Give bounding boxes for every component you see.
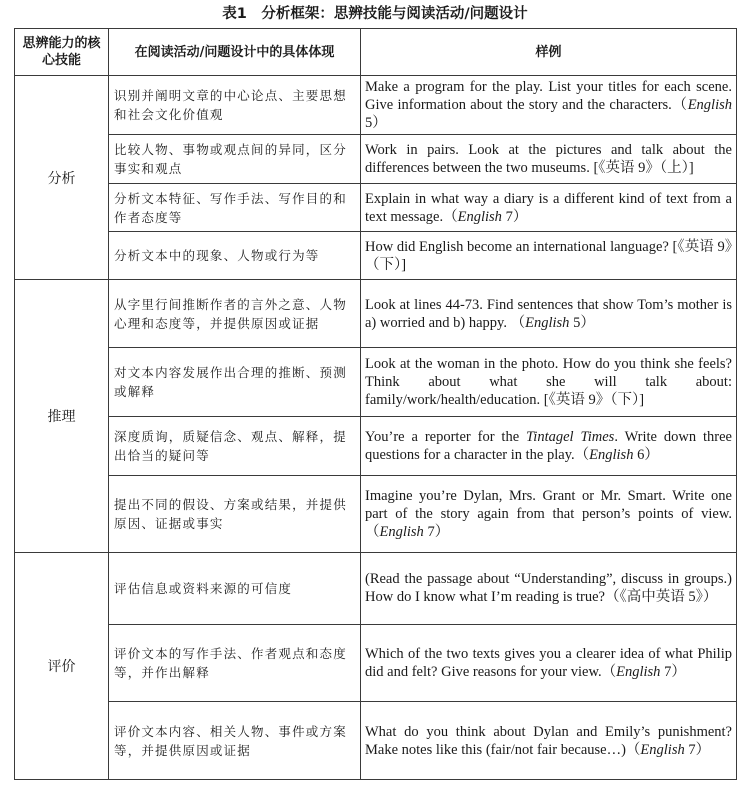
row-example bbox=[361, 184, 737, 232]
table-row bbox=[15, 624, 737, 702]
example-text: Which of the two texts gives you a clearer idea of what Philip did and felt? Give reasons for your view.（ bbox=[365, 645, 732, 680]
example-text: (Read the passage about “Understanding”, discuss in groups.) How do I know what I’m reading is true?（《高中英语 5》） bbox=[365, 571, 732, 606]
example-text: Look at lines 44-73. Find sentences that show Tom’s mother is a) worried and b) happy. （ bbox=[365, 296, 732, 331]
example-book: English bbox=[457, 208, 502, 225]
row-description: 深度质询，质疑信念、观点、解释，提出恰当的疑问等 bbox=[109, 417, 361, 476]
category-analysis: 分析 bbox=[15, 76, 109, 280]
example-text-cont: . Write down three questions for a character in the play.（ bbox=[365, 429, 732, 464]
row-example bbox=[361, 624, 737, 702]
row-description: 比较人物、事物或观点间的异同，区分事实和观点 bbox=[109, 135, 361, 184]
row-example bbox=[361, 135, 737, 184]
table-row bbox=[15, 553, 737, 625]
example-book: English bbox=[687, 97, 732, 114]
row-description: 评估信息或资料来源的可信度 bbox=[109, 553, 361, 625]
example-tail: 7） bbox=[423, 524, 450, 541]
row-description: 评价文本的写作手法、作者观点和态度等，并作出解释 bbox=[109, 624, 361, 702]
header-example: 样例 bbox=[361, 29, 737, 76]
example-text: Explain in what way a diary is a different kind of text from a text message.（ bbox=[365, 190, 732, 225]
example-text: How did English become an international language? [《英语 9》（下）] bbox=[365, 238, 732, 273]
example-tail: 6） bbox=[633, 447, 659, 464]
example-tail: 5） bbox=[569, 314, 595, 331]
example-book: English bbox=[525, 314, 570, 331]
example-text: Look at the woman in the photo. How do you think she feels? Think about what she will talk about: family/work/health/education. [《英语 9》（下）] bbox=[365, 355, 732, 408]
example-book: English bbox=[616, 663, 661, 680]
row-description: 从字里行间推断作者的言外之意、人物心理和态度等，并提供原因或证据 bbox=[109, 280, 361, 347]
example-tail: 7） bbox=[684, 741, 711, 758]
example-book: English bbox=[640, 741, 685, 758]
table-row bbox=[15, 476, 737, 553]
table-row bbox=[15, 280, 737, 347]
example-text: Imagine you’re Dylan, Mrs. Grant or Mr. Smart. Write one part of the story again from that person’s points of view.（ bbox=[365, 488, 732, 541]
row-description: 评价文本内容、相关人物、事件或方案等，并提供原因或证据 bbox=[109, 702, 361, 780]
row-example bbox=[361, 280, 737, 347]
example-tail: 7） bbox=[501, 208, 528, 225]
table-row bbox=[15, 184, 737, 232]
row-example bbox=[361, 347, 737, 416]
example-book: English bbox=[589, 447, 634, 464]
table-row bbox=[15, 232, 737, 280]
analysis-framework-table bbox=[14, 28, 737, 780]
table-row bbox=[15, 702, 737, 780]
row-description: 对文本内容发展作出合理的推断、预测或解释 bbox=[109, 347, 361, 416]
header-skill: 思辨能力的核心技能 bbox=[15, 29, 109, 76]
example-text: Make a program for the play. List your titles for each scene. Give information about the story and the characters.（ bbox=[365, 79, 732, 114]
table-row bbox=[15, 417, 737, 476]
category-evaluation: 评价 bbox=[15, 553, 109, 780]
row-example bbox=[361, 476, 737, 553]
header-embodiment: 在阅读活动/问题设计中的具体体现 bbox=[109, 29, 361, 76]
row-example bbox=[361, 232, 737, 280]
example-book: English bbox=[379, 524, 424, 541]
table-row bbox=[15, 135, 737, 184]
table-caption: 表1 分析框架：思辨技能与阅读活动/问题设计 bbox=[222, 6, 528, 22]
row-example bbox=[361, 417, 737, 476]
example-text: What do you think about Dylan and Emily’s punishment? Make notes like this (fair/not fair because…)（ bbox=[365, 723, 732, 758]
example-text: Work in pairs. Look at the pictures and talk about the differences between the two museums. [《英语 9》（上）] bbox=[365, 142, 732, 177]
table-row bbox=[15, 76, 737, 135]
example-tail: 7） bbox=[660, 663, 686, 680]
row-description: 分析文本中的现象、人物或行为等 bbox=[109, 232, 361, 280]
example-tail: 5） bbox=[365, 115, 387, 132]
example-newspaper: Tintagel Times bbox=[526, 429, 615, 446]
row-description: 识别并阐明文章的中心论点、主要思想和社会文化价值观 bbox=[109, 76, 361, 135]
row-example bbox=[361, 702, 737, 780]
table-row bbox=[15, 347, 737, 416]
row-description: 分析文本特征、写作手法、写作目的和作者态度等 bbox=[109, 184, 361, 232]
example-text: You’re a reporter for the bbox=[365, 429, 527, 446]
category-inference: 推理 bbox=[15, 280, 109, 553]
row-example bbox=[361, 553, 737, 625]
row-description: 提出不同的假设、方案或结果，并提供原因、证据或事实 bbox=[109, 476, 361, 553]
table-header-row bbox=[15, 29, 737, 76]
row-example bbox=[361, 76, 737, 135]
